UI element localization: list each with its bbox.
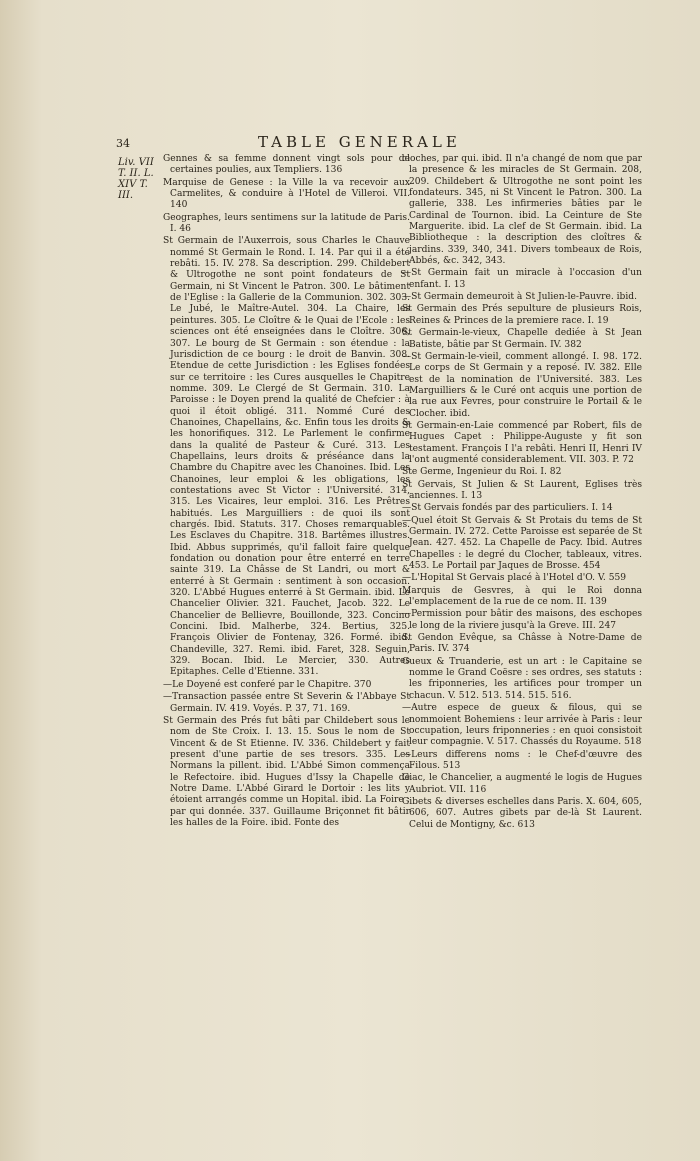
index-entry: —Permission pour bâtir des maisons, des eschopes le long de la riviere jusqu'à la Greve. III. 247 bbox=[402, 609, 642, 631]
index-entry: Marquis de Gesvres, à qui le Roi donna l'emplacement de la rue de ce nom. II. 139 bbox=[402, 585, 642, 608]
index-entry: St Germain de l'Auxerrois, sous Charles le Chauve nommé St Germain le Rond. I. 14. Par qui il a été rebâti. 15. IV. 278. Sa description. 299. Childebert & Ultrogothe ne sont point fondateurs de St Germain, ni St Vincent le Patron. 300. Le bâtiment de l'Eglise : la Gallerie de la Communion. 302. 303. Le Jubé, le Maître-Autel. 304. La Chaire, les peintures. 305. Le Cloître & le Quai de l'Ecole : les sciences ont été enseignées dans le Cloître. 306, 307. Le bourg de St Germain : son étendue : la Jurisdiction de ce bourg : le droit de Banvin. 308. Etendue de cette Jurisdiction : les Eglises fondées sur ce territoire : les Cures ausquelles le Chapitre nomme. 309. Le Clergé de St Germain. 310. La Paroisse : le Doyen prend la qualité de Chefcier : à quoi il étoit obligé. 311. Nommé Curé des Chanoines, Chapellains, &c. Enfin tous les droits & les honorifiques. 312. Le Parlement le confirme dans la qualité de Pasteur & Curé. 313. Les Chapellains, leurs droits & préséance dans la Chambre du Chapitre avec les Chanoines. Ibid. Les Chanoines, leur emploi & les obligations, les contestations avec St Victor : l'Université. 314, 315. Les Vicaires, leur emploi. 316. Les Prêtres habitués. Les Marguilliers : de quoi ils sont chargés. Ibid. Statuts. 317. Choses remarquables. Les Esclaves du Chapitre. 318. Bartêmes illustres. Ibid. Abbus supprimés, qu'il falloit faire quelque fondation ou donation pour être enterré en terre sainte 319. La Châsse de St Landri, ou mort & enterré à St Germain : sentiment à son occasion. 320. L'Abbé Hugues enterré à St Germain. ibid. Le Chancelier Olivier. 321. Fauchet, Jacob. 322. Le Chancelier de Bellievre, Bouillonde, 323. Concino Concini. Ibid. Malherbe, 324. Bertius, 325. François Olivier de Fontenay, 326. Formé. ibid. Chandeville, 327. Remi. ibid. Faret, 328. Seguin, 329. Bocan. Ibid. Le Mercier, 330. Autres Epitaphes. Celle d'Etienne. 331. bbox=[163, 236, 410, 678]
index-entry: —Le Doyené est conferé par le Chapitre. 370 bbox=[163, 679, 372, 690]
index-entry: Gueux & Truanderie, est un art : le Capitaine se nomme le Grand Coësre : ses ordres, ses statuts : les friponneries, les artifices pour tromper un chacun. V. 512. 513. 514. 515. 516. bbox=[402, 656, 642, 701]
index-entry: —Transaction passée entre St Severin & l'Abbaye St Germain. IV. 419. Voyés. P. 37, 71. 169. bbox=[163, 692, 410, 714]
margin-note: Liv. VII T. II. L. XIV T. III. bbox=[118, 157, 154, 201]
page-number: 34 bbox=[116, 137, 130, 150]
index-column-right bbox=[402, 154, 642, 832]
index-entry: —L'Hopital St Gervais placé à l'Hotel d'O. V. 559 bbox=[402, 573, 627, 584]
index-entry: Ste Germe, Ingenieur du Roi. I. 82 bbox=[402, 467, 562, 478]
index-entry: St Germain-le-vieux, Chapelle dediée à St Jean Batiste, bâtie par St Germain. IV. 382 bbox=[402, 328, 642, 350]
index-entry: —Leurs differens noms : le Chef-d'œuvre des Filous. 513 bbox=[402, 749, 642, 771]
index-entry: Geographes, leurs sentimens sur la latitude de Paris. I. 46 bbox=[163, 212, 410, 235]
index-column-left bbox=[163, 154, 410, 830]
index-entry: —St Germain-le-vieil, comment allongé. I. 98. 172. Le corps de St Germain y a reposé. IV. 382. Elle est de la nomination de l'Université. 383. Les Marguilliers & le Curé ont acquis une portion de la rue aux Fevres, pour construire le Portail & le Clocher. ibid. bbox=[402, 351, 642, 419]
index-entry: St Gervais, St Julien & St Laurent, Eglises très anciennes. I. 13 bbox=[402, 479, 642, 501]
index-entry: Gibets & diverses eschelles dans Paris. X. 604, 605, 606, 607. Autres gibets par de-là St Laurent. Celui de Montigny, &c. 613 bbox=[402, 796, 642, 830]
index-entry: —St Germain demeuroit à St Julien-le-Pauvre. ibid. bbox=[402, 292, 637, 303]
index-entry: St Germain des Prés fut bâti par Childebert sous le nom de Ste Croix. I. 13. 15. Sous le nom de St Vincent & de St Etienne. IV. 336. Childebert y fait present d'une partie de ses tresors. 335. Les Normans la pillent. ibid. L'Abbé Simon commença le Refectoire. ibid. Hugues d'Issy la Chapelle de Notre Dame. L'Abbé Girard le Dortoir : les lits y étoient arrangés comme un Hopital. ibid. La Foire : par qui donnée. 337. Guillaume Briçonnet fit bâtir les halles de la Foire. ibid. Fonte des bbox=[163, 715, 410, 828]
index-entry: —Quel étoit St Gervais & St Protais du tems de St Germain. IV. 272. Cette Paroisse est separée de St Jean. 427. 452. La Chapelle de Pacy. Ibid. Autres Chapelles : le degré du Clocher, tableaux, vitres. 453. Le Portail par Jaques de Brosse. 454 bbox=[402, 515, 642, 572]
index-entry: —Autre espece de gueux & filous, qui se nommoient Bohemiens : leur arrivée à Paris : leur occupation, leurs friponneries : en quoi consistoit leur compagnie. V. 517. Chassés du Royaume. 518 bbox=[402, 703, 642, 748]
index-entry: St Germain des Prés sepulture de plusieurs Rois, Reines & Princes de la premiere race. I. 19 bbox=[402, 304, 642, 326]
index-entry: —St Gervais fondés par des particuliers. I. 14 bbox=[402, 503, 613, 514]
index-entry: Marquise de Genese : la Ville la va recevoir aux Carmelites, & conduire à l'Hotel de Villeroi. VII. 140 bbox=[163, 177, 410, 211]
running-title: TABLE GENERALE bbox=[258, 133, 461, 151]
index-entry: cloches, par qui. ibid. Il n'a changé de nom que par la presence & les miracles de St Germain. 208, 209. Childebert & Ultrogothe ne sont point les fondateurs. 345, ni St Vincent le Patron. 300. La gallerie, 338. Les infirmeries bâties par le Cardinal de Tournon. ibid. La Ceinture de Ste Marguerite. ibid. La clef de St Germain. ibid. La Bibliotheque : la description des cloîtres & jardins. 339, 340, 341. Divers tombeaux de Rois, Abbés, &c. 342, 343. bbox=[402, 154, 642, 267]
index-entry: Gennes & sa femme donnent vingt sols pour de certaines poulies, aux Templiers. 136 bbox=[163, 154, 410, 176]
index-entry: St Gendon Evêque, sa Châsse à Notre-Dame de Paris. IV. 374 bbox=[402, 633, 642, 655]
index-entry: St Germain-en-Laie commencé par Robert, fils de Hugues Capet : Philippe-Auguste y fit son testament. François I l'a rebâti. Henri II, Henri IV l'ont augmenté considerablement. VII. 303. P. 72 bbox=[402, 420, 642, 465]
index-entry: —St Germain fait un miracle à l'occasion d'un enfant. I. 13 bbox=[402, 268, 642, 290]
index-entry: Giac, le Chancelier, a augmenté le logis de Hugues Aubriot. VII. 116 bbox=[402, 773, 642, 795]
